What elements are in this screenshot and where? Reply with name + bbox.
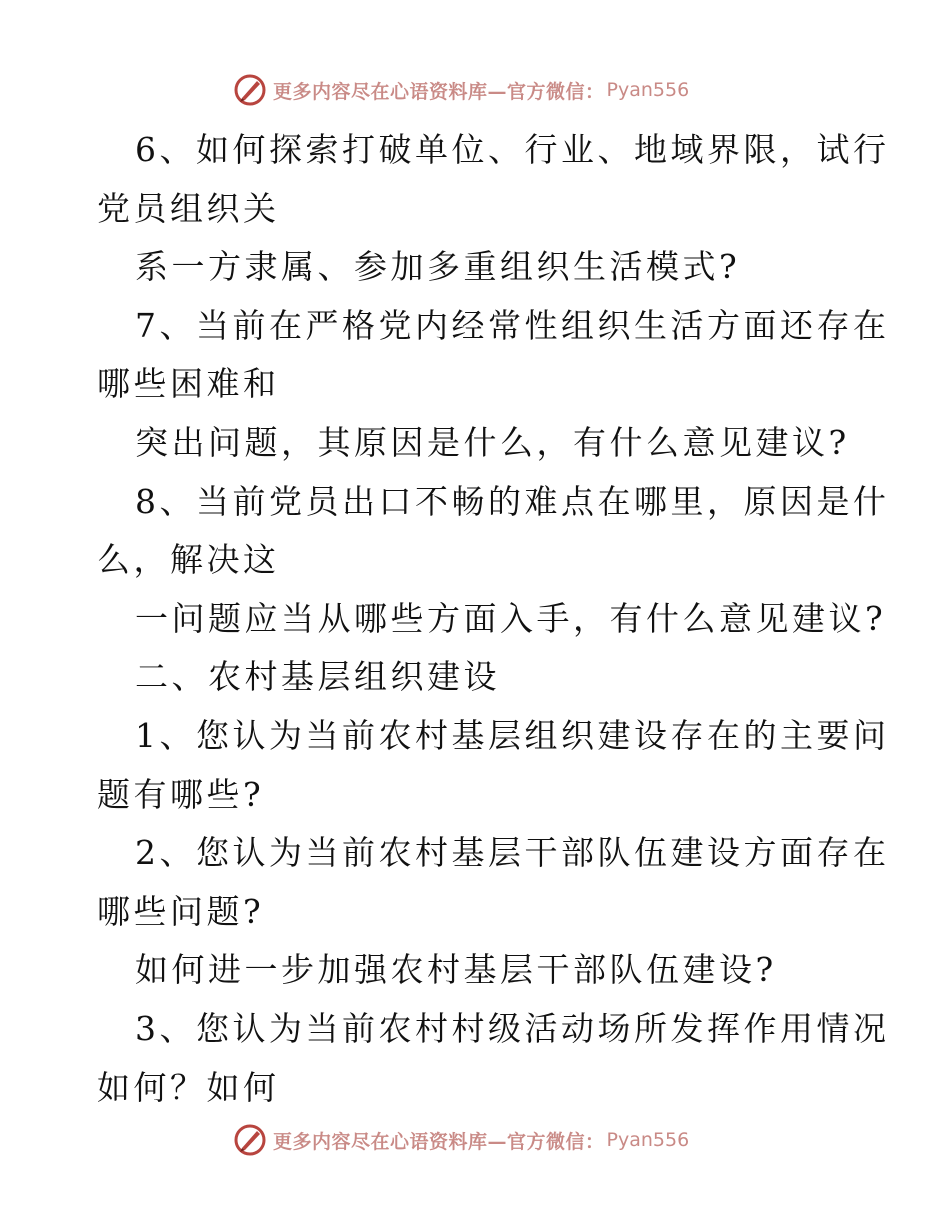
pen-in-circle-icon xyxy=(233,73,267,107)
text-line: 1、您认为当前农村基层组织建设存在的主要问 xyxy=(135,715,890,755)
watermark-text: 更多内容尽在心语资料库—官方微信： xyxy=(273,1130,605,1153)
watermark-text: 更多内容尽在心语资料库—官方微信： xyxy=(273,80,605,103)
text-line: 6、如何探索打破单位、行业、地域界限，试行 xyxy=(135,130,890,169)
text-line: 哪些问题? xyxy=(97,891,265,931)
text-line: 二、农村基层组织建设 xyxy=(135,657,500,697)
document-body xyxy=(97,121,890,1117)
text-line: 一问题应当从哪些方面入手，有什么意见建议? xyxy=(135,598,887,638)
text-line: 7、当前在严格党内经常性组织生活方面还存在 xyxy=(135,305,890,345)
header-watermark xyxy=(233,70,689,110)
text-line: 哪些困难和 xyxy=(97,364,280,404)
text-line: 系一方隶属、参加多重组织生活模式? xyxy=(135,247,741,287)
text-line: 题有哪些? xyxy=(97,774,265,814)
text-line: 8、当前党员出口不畅的难点在哪里，原因是什 xyxy=(135,481,890,521)
footer-watermark xyxy=(233,1120,689,1160)
text-line: 么，解决这 xyxy=(97,540,280,580)
watermark-wechat-id: Pyan556 xyxy=(606,79,690,101)
text-line: 如何？如何 xyxy=(97,1067,280,1107)
text-line: 3、您认为当前农村村级活动场所发挥作用情况 xyxy=(135,1008,890,1048)
text-line: 2、您认为当前农村基层干部队伍建设方面存在 xyxy=(135,833,890,873)
text-line: 如何进一步加强农村基层干部队伍建设? xyxy=(135,950,777,990)
pen-in-circle-icon xyxy=(233,1123,267,1157)
text-line: 突出问题，其原因是什么，有什么意见建议? xyxy=(135,422,850,462)
text-line: 党员组织关 xyxy=(97,188,280,228)
watermark-wechat-id: Pyan556 xyxy=(606,1129,690,1151)
